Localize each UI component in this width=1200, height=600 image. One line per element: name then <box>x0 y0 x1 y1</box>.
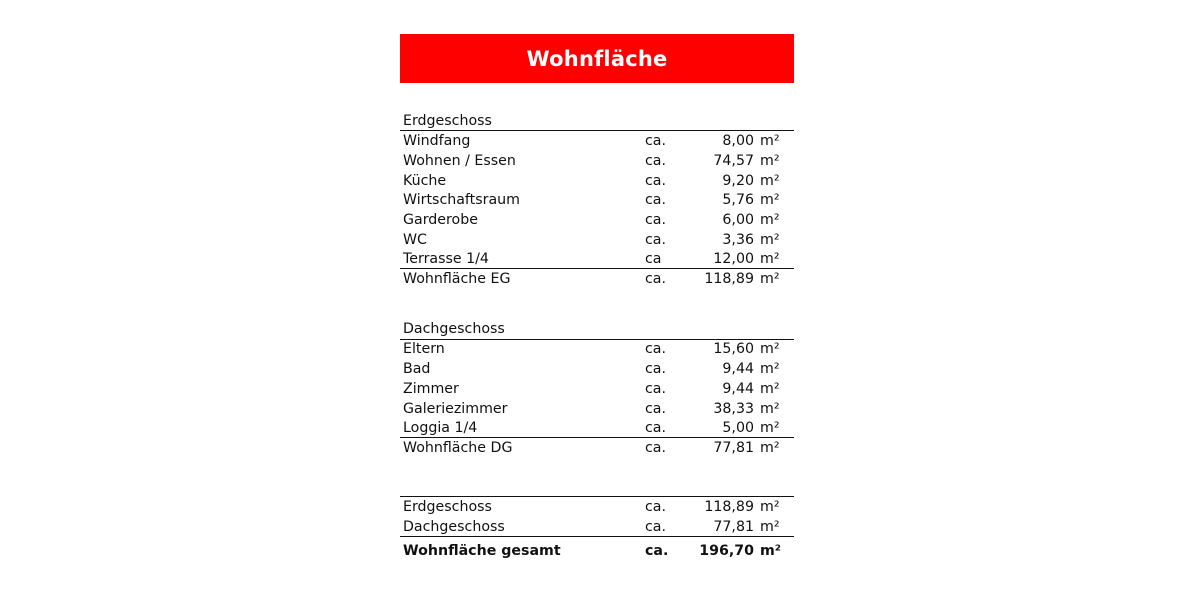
approx-label: ca. <box>645 361 667 377</box>
subtotal-row-eg <box>400 269 794 289</box>
room-label: Küche <box>403 173 447 189</box>
unit-label: m² <box>760 212 780 228</box>
approx-label: ca. <box>645 232 667 248</box>
divider <box>400 536 794 537</box>
unit-label: m² <box>760 192 780 208</box>
approx-label: ca. <box>645 401 667 417</box>
page-title: Wohnfläche <box>526 46 668 71</box>
subtotal-row-dg <box>400 438 794 458</box>
area-value: 5,76 <box>722 192 754 208</box>
room-label: Bad <box>403 361 431 377</box>
room-label: WC <box>403 232 427 248</box>
unit-label: m² <box>760 381 780 397</box>
unit-label: m² <box>760 133 780 149</box>
table-row <box>400 151 794 171</box>
section-heading-erdgeschoss: Erdgeschoss <box>403 113 492 129</box>
summary-row <box>400 497 794 517</box>
approx-label: ca <box>645 251 662 267</box>
area-value: 3,36 <box>722 232 754 248</box>
area-value: 12,00 <box>713 251 754 267</box>
title-banner <box>400 34 794 83</box>
approx-label: ca. <box>645 543 669 559</box>
subtotal-value: 118,89 <box>704 271 754 287</box>
grand-total-label: Wohnfläche gesamt <box>403 543 561 559</box>
unit-label: m² <box>760 420 780 436</box>
area-value: 9,44 <box>722 381 754 397</box>
room-label: Wirtschaftsraum <box>403 192 520 208</box>
summary-row <box>400 517 794 537</box>
area-value: 15,60 <box>713 341 754 357</box>
area-value: 9,20 <box>722 173 754 189</box>
subtotal-label: Wohnfläche EG <box>403 271 511 287</box>
room-label: Garderobe <box>403 212 478 228</box>
approx-label: ca. <box>645 381 667 397</box>
table-row <box>400 418 794 438</box>
table-row <box>400 379 794 399</box>
approx-label: ca. <box>645 271 667 287</box>
room-label: Loggia 1/4 <box>403 420 478 436</box>
subtotal-value: 77,81 <box>713 440 754 456</box>
room-label: Terrasse 1/4 <box>403 251 489 267</box>
approx-label: ca. <box>645 133 667 149</box>
room-label: Wohnen / Essen <box>403 153 516 169</box>
table-row <box>400 249 794 269</box>
unit-label: m² <box>760 401 780 417</box>
unit-label: m² <box>760 341 780 357</box>
unit-label: m² <box>760 232 780 248</box>
area-value: 118,89 <box>704 499 754 515</box>
table-row <box>400 190 794 210</box>
area-value: 9,44 <box>722 361 754 377</box>
floor-label: Dachgeschoss <box>403 519 505 535</box>
unit-label: m² <box>760 499 780 515</box>
subtotal-label: Wohnfläche DG <box>403 440 513 456</box>
room-label: Windfang <box>403 133 471 149</box>
approx-label: ca. <box>645 420 667 436</box>
unit-label: m² <box>760 440 780 456</box>
table-row <box>400 210 794 230</box>
approx-label: ca. <box>645 192 667 208</box>
unit-label: m² <box>760 361 780 377</box>
floor-label: Erdgeschoss <box>403 499 492 515</box>
section-heading-dachgeschoss: Dachgeschoss <box>403 321 505 337</box>
approx-label: ca. <box>645 153 667 169</box>
area-value: 8,00 <box>722 133 754 149</box>
grand-total-row <box>400 541 794 561</box>
area-value: 38,33 <box>713 401 754 417</box>
table-row <box>400 359 794 379</box>
approx-label: ca. <box>645 519 667 535</box>
unit-label: m² <box>760 271 780 287</box>
area-value: 74,57 <box>713 153 754 169</box>
table-row <box>400 131 794 151</box>
approx-label: ca. <box>645 440 667 456</box>
table-row <box>400 399 794 419</box>
approx-label: ca. <box>645 173 667 189</box>
unit-label: m² <box>760 543 781 559</box>
table-row <box>400 339 794 359</box>
approx-label: ca. <box>645 499 667 515</box>
approx-label: ca. <box>645 341 667 357</box>
unit-label: m² <box>760 251 780 267</box>
table-row <box>400 171 794 191</box>
area-value: 6,00 <box>722 212 754 228</box>
room-label: Zimmer <box>403 381 459 397</box>
area-value: 5,00 <box>722 420 754 436</box>
table-row <box>400 230 794 250</box>
area-value: 77,81 <box>713 519 754 535</box>
approx-label: ca. <box>645 212 667 228</box>
unit-label: m² <box>760 153 780 169</box>
room-label: Eltern <box>403 341 445 357</box>
unit-label: m² <box>760 519 780 535</box>
room-label: Galeriezimmer <box>403 401 508 417</box>
unit-label: m² <box>760 173 780 189</box>
grand-total-value: 196,70 <box>699 543 754 559</box>
